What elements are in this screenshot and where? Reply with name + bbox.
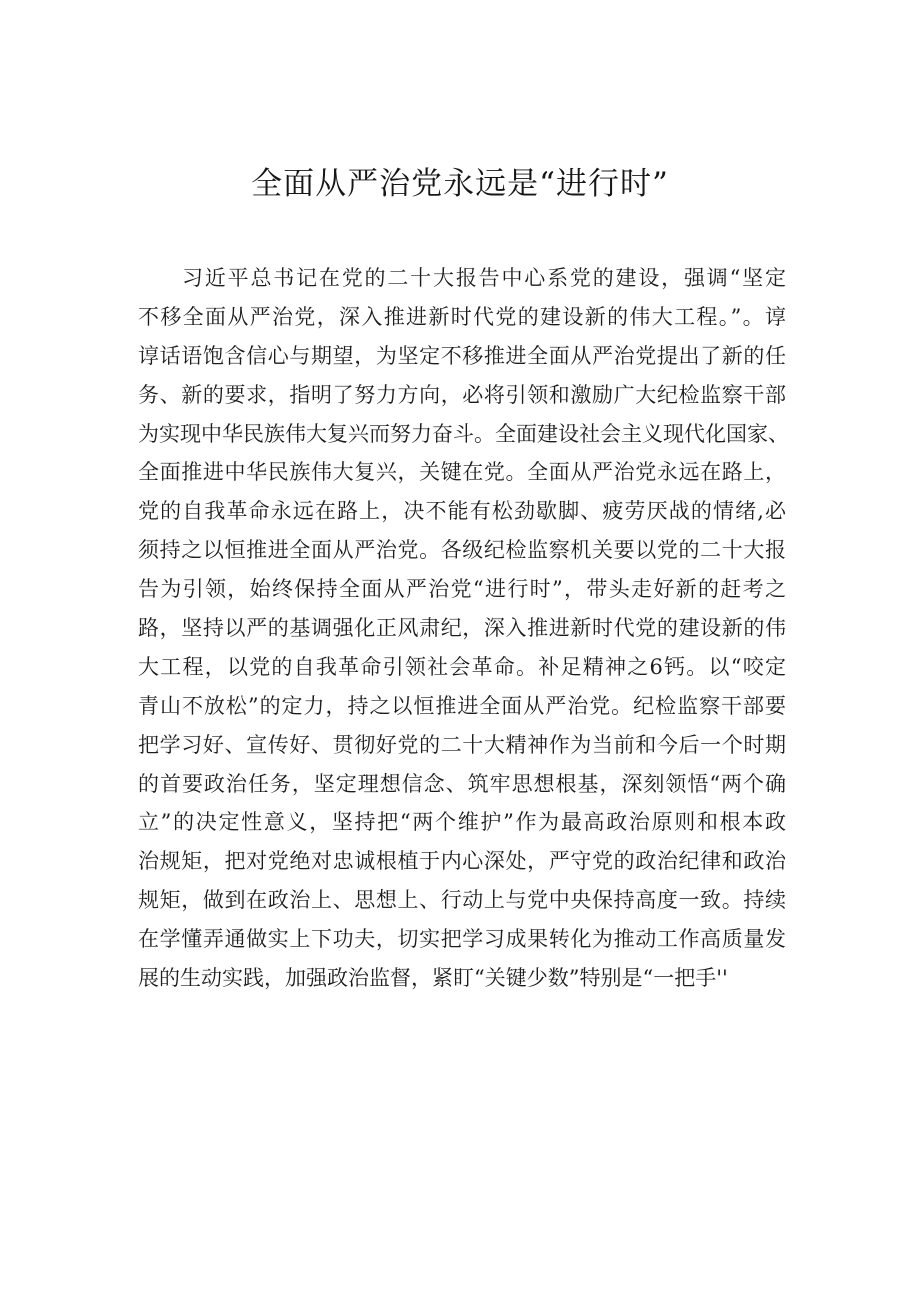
document-title: 全面从严治党永远是“进行时” xyxy=(251,166,669,202)
body-line: 治规矩，把对党绝对忠诚根植于内心深处，严守党的政治纪律和政治 xyxy=(138,849,786,874)
body-line: 谆话语饱含信心与期望，为坚定不移推进全面从严治党提出了新的任 xyxy=(138,343,786,368)
body-line: 不移全面从严治党，深入推进新时代党的建设新的伟大工程。”。谆 xyxy=(138,304,786,329)
body-line: 在学懂弄通做实上下功夫，切实把学习成果转化为推动工作高质量发 xyxy=(138,927,786,952)
body-line: 告为引领，始终保持全面从严治党“进行时”，带头走好新的赶考之 xyxy=(138,577,786,602)
document-body xyxy=(138,259,789,998)
body-line: 青山不放松”的定力，持之以恒推进全面从严治党。纪检监察干部要 xyxy=(138,693,786,718)
body-line: 党的自我革命永远在路上，决不能有松劲歇脚、疲劳厌战的情绪,必 xyxy=(138,499,786,524)
body-line: 全面推进中华民族伟大复兴，关键在党。全面从严治党永远在路上， xyxy=(138,460,786,485)
body-line: 为实现中华民族伟大复兴而努力奋斗。全面建设社会主义现代化国家、 xyxy=(138,421,789,446)
body-line: 立”的决定性意义，坚持把“两个维护”作为最高政治原则和根本政 xyxy=(138,810,786,835)
body-line: 务、新的要求，指明了努力方向，必将引领和激励广大纪检监察干部 xyxy=(138,382,786,407)
body-line: 习近平总书记在党的二十大报告中心系党的建设，强调“坚定 xyxy=(182,266,786,290)
body-line: 规矩，做到在政治上、思想上、行动上与党中央保持高度一致。持续 xyxy=(138,888,786,913)
body-line: 大工程，以党的自我革命引领社会革命。补足精神之6钙。以“咬定 xyxy=(138,654,786,679)
body-line: 路，坚持以严的基调强化正风肃纪，深入推进新时代党的建设新的伟 xyxy=(138,616,786,641)
body-line: 展的生动实践，加强政治监督，紧盯“关键少数”特别是“一把手'' xyxy=(138,966,728,991)
body-line: 把学习好、宣传好、贯彻好党的二十大精神作为当前和今后一个时期 xyxy=(138,732,786,757)
body-line: 须持之以恒推进全面从严治党。各级纪检监察机关要以党的二十大报 xyxy=(138,538,786,563)
body-line: 的首要政治任务，坚定理想信念、筑牢思想根基，深刻领悟“两个确 xyxy=(138,771,786,796)
